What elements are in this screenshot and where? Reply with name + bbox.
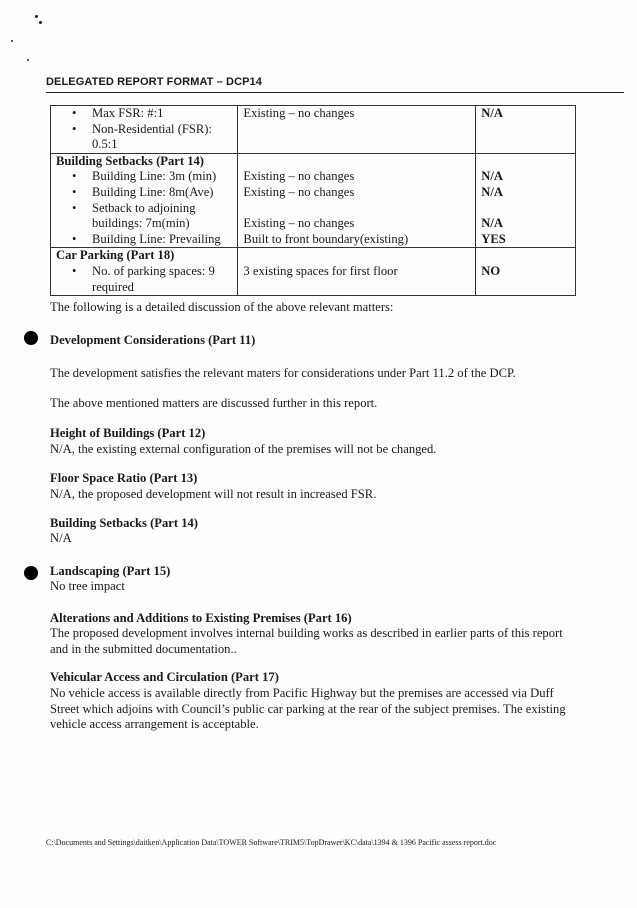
heading-setbacks: Building Setbacks (Part 14)	[50, 516, 198, 530]
alterations-text: The proposed development involves internal building works as described in earlier parts of this report and in the submitted documentation..	[50, 626, 563, 656]
setbacks-items-cell	[51, 153, 238, 248]
heading-landscaping: Landscaping (Part 15)	[50, 564, 171, 578]
parking-result-cell	[476, 248, 576, 296]
list-item: • Building Line: 8m(Ave)	[56, 185, 232, 201]
list-item: • Max FSR: #:1	[56, 106, 232, 122]
setbacks-text: N/A	[50, 531, 72, 545]
list-item: • Building Line: Prevailing	[56, 232, 232, 248]
fsr-items-cell	[51, 106, 238, 154]
scan-speck	[27, 59, 29, 61]
development-paragraph-2: The above mentioned matters are discussed further in this report.	[50, 396, 378, 410]
landscaping-text: No tree impact	[50, 579, 125, 593]
fsr-status-cell	[238, 106, 476, 154]
fsr-text: N/A, the proposed development will not result in increased FSR.	[50, 487, 377, 501]
setbacks-result-cell	[476, 153, 576, 248]
scan-speck	[39, 21, 42, 24]
list-item: • Building Line: 3m (min)	[56, 169, 232, 185]
heading-fsr: Floor Space Ratio (Part 13)	[50, 471, 198, 485]
result-text: N/A	[481, 169, 503, 184]
result-text: NO	[481, 263, 501, 278]
section-title: Car Parking (Part 18)	[56, 248, 175, 263]
footer-file-path: C:\Documents and Settings\daitken\Application Data\TOWER Software\TRIM5\TopDrawer\KC\data\1394 & 1396 Pacific assess report.doc	[46, 838, 497, 847]
status-text: Built to front boundary(existing)	[243, 231, 409, 246]
result-text: YES	[481, 231, 506, 246]
status-text: 3 existing spaces for first floor	[243, 263, 398, 278]
scan-speck	[35, 15, 38, 18]
report-header: DELEGATED REPORT FORMAT – DCP14	[46, 76, 262, 88]
scan-speck	[11, 40, 13, 42]
list-item: • Non-Residential (FSR): 0.5:1	[56, 122, 232, 153]
parking-items-cell	[51, 248, 238, 296]
status-text: Existing – no changes	[243, 169, 355, 184]
header-rule	[46, 92, 624, 93]
list-item: • No. of parking spaces: 9 required	[56, 264, 232, 295]
development-paragraph-1: The development satisfies the relevant maters for considerations under Part 11.2 of the DCP.	[50, 366, 516, 380]
table-row-fsr	[51, 106, 576, 154]
heading-development: Development Considerations (Part 11)	[50, 333, 256, 347]
status-text: Existing – no changes	[243, 106, 355, 120]
result-text: N/A	[481, 184, 503, 199]
heading-height: Height of Buildings (Part 12)	[50, 426, 206, 440]
vehicular-text: No vehicle access is available directly from Pacific Highway but the premises are accessed via Duff Street which adjoins with Council’s public car parking at the rear of the subject premises. The existing vehicle access arrangement is acceptable.	[50, 686, 566, 732]
result-text: N/A	[481, 216, 503, 231]
height-text: N/A, the existing external configuration of the premises will not be changed.	[50, 442, 437, 456]
requirements-table	[50, 105, 576, 296]
section-title: Building Setbacks (Part 14)	[56, 153, 204, 168]
bullet-marker	[24, 331, 38, 345]
heading-alterations: Alterations and Additions to Existing Premises (Part 16)	[50, 611, 352, 625]
fsr-result-cell	[476, 106, 576, 154]
table-row-parking	[51, 248, 576, 296]
setbacks-status-cell	[238, 153, 476, 248]
heading-vehicular: Vehicular Access and Circulation (Part 17)	[50, 670, 279, 684]
table-row-setbacks	[51, 153, 576, 248]
bullet-marker	[24, 566, 38, 580]
status-text: Existing – no changes	[243, 184, 355, 199]
status-text: Existing – no changes	[243, 216, 355, 231]
result-text: N/A	[481, 106, 503, 120]
parking-status-cell	[238, 248, 476, 296]
list-item: • Setback to adjoining buildings: 7m(min)	[56, 201, 232, 232]
intro-text: The following is a detailed discussion of the above relevant matters:	[50, 300, 394, 314]
